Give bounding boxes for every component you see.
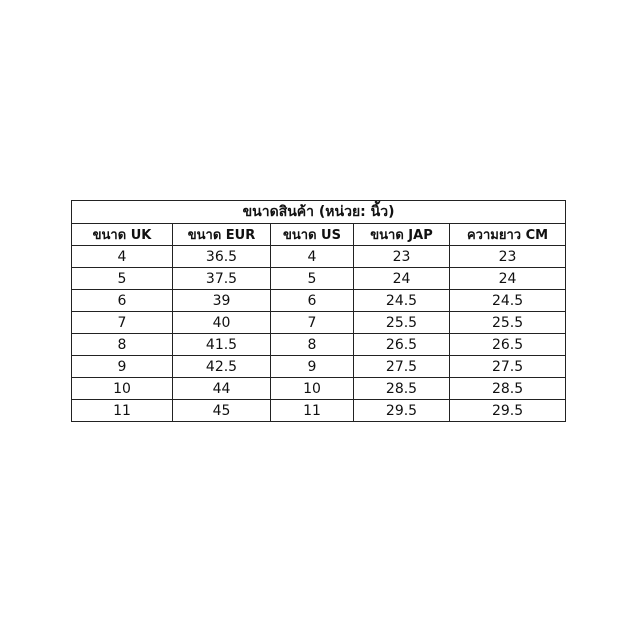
cell-jap: 24.5: [354, 290, 450, 312]
cell-jap: 29.5: [354, 400, 450, 422]
cell-us: 8: [271, 334, 354, 356]
cell-us: 11: [271, 400, 354, 422]
cell-jap: 23: [354, 246, 450, 268]
cell-us: 10: [271, 378, 354, 400]
table-row: [72, 356, 566, 378]
cell-uk: 11: [72, 400, 173, 422]
cell-cm: 29.5: [450, 400, 566, 422]
table-row: [72, 268, 566, 290]
table-row: [72, 400, 566, 422]
title-row: [72, 201, 566, 224]
table-title: ขนาดสินค้า (หน่วย: นิ้ว): [72, 201, 566, 224]
cell-cm: 28.5: [450, 378, 566, 400]
cell-jap: 25.5: [354, 312, 450, 334]
cell-cm: 24.5: [450, 290, 566, 312]
cell-eur: 41.5: [173, 334, 271, 356]
cell-us: 9: [271, 356, 354, 378]
cell-eur: 39: [173, 290, 271, 312]
column-header-eur: ขนาด EUR: [173, 224, 271, 246]
cell-us: 6: [271, 290, 354, 312]
column-header-us: ขนาด US: [271, 224, 354, 246]
cell-uk: 9: [72, 356, 173, 378]
cell-cm: 25.5: [450, 312, 566, 334]
cell-uk: 4: [72, 246, 173, 268]
header-row: [72, 224, 566, 246]
cell-uk: 5: [72, 268, 173, 290]
cell-eur: 42.5: [173, 356, 271, 378]
cell-us: 7: [271, 312, 354, 334]
cell-uk: 10: [72, 378, 173, 400]
cell-uk: 6: [72, 290, 173, 312]
cell-eur: 44: [173, 378, 271, 400]
cell-uk: 7: [72, 312, 173, 334]
cell-eur: 36.5: [173, 246, 271, 268]
table-row: [72, 246, 566, 268]
cell-cm: 24: [450, 268, 566, 290]
cell-eur: 37.5: [173, 268, 271, 290]
cell-jap: 27.5: [354, 356, 450, 378]
size-chart-table: [71, 200, 566, 422]
cell-jap: 26.5: [354, 334, 450, 356]
cell-jap: 28.5: [354, 378, 450, 400]
column-header-uk: ขนาด UK: [72, 224, 173, 246]
cell-jap: 24: [354, 268, 450, 290]
cell-cm: 27.5: [450, 356, 566, 378]
cell-us: 4: [271, 246, 354, 268]
table-row: [72, 378, 566, 400]
cell-eur: 40: [173, 312, 271, 334]
table-row: [72, 334, 566, 356]
table-row: [72, 312, 566, 334]
cell-eur: 45: [173, 400, 271, 422]
column-header-cm: ความยาว CM: [450, 224, 566, 246]
cell-us: 5: [271, 268, 354, 290]
table-row: [72, 290, 566, 312]
column-header-jap: ขนาด JAP: [354, 224, 450, 246]
cell-cm: 26.5: [450, 334, 566, 356]
cell-cm: 23: [450, 246, 566, 268]
cell-uk: 8: [72, 334, 173, 356]
